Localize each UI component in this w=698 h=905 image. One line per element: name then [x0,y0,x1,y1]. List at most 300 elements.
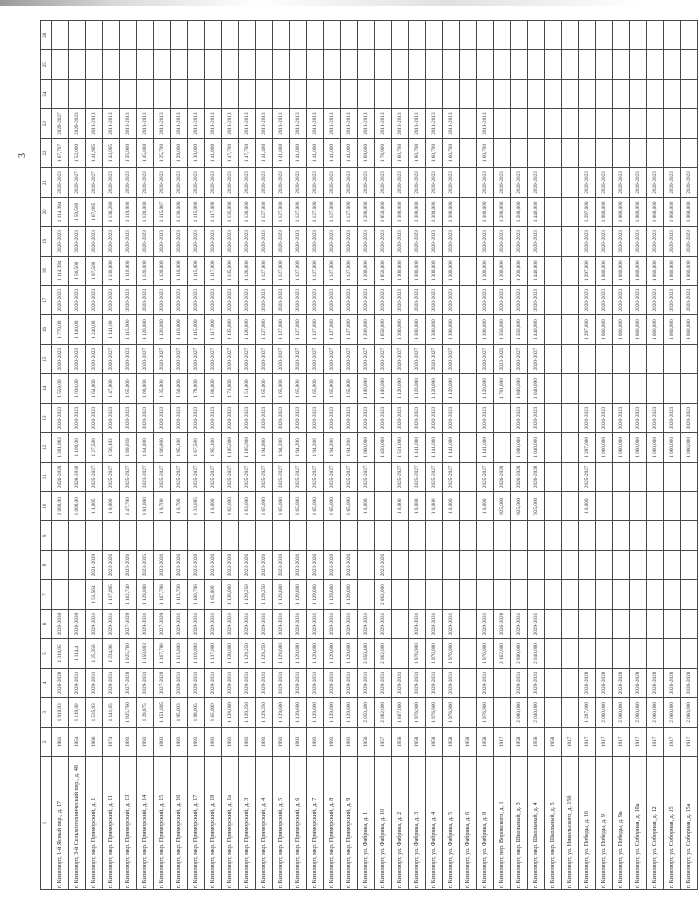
table-cell [103,521,120,550]
table-cell [664,344,681,373]
table-cell [375,50,392,79]
table-cell: 2020-2023 [154,168,171,197]
table-cell: 2020-2027 [392,344,409,373]
table-cell: 1 81,000 [137,492,154,521]
table-cell [630,492,647,521]
table-cell [562,344,579,373]
table-row [256,21,273,890]
table-cell: 1958 [511,727,528,756]
table-row [579,21,596,890]
address-cell: г. Кизилюрт, ул. Фабрика, д. 10 [375,757,392,890]
table-cell [596,138,613,167]
table-cell: 2020-2023 [222,227,239,256]
table-cell [477,21,494,51]
table-row [562,21,579,890]
table-cell: 2020-2023 [239,168,256,197]
table-cell [358,21,375,51]
table-cell: 1 300,000 [443,256,460,285]
table-cell: 1 60,700 [392,138,409,167]
table-cell: 2020-2023 [494,227,511,256]
column-header: 8 [41,550,52,579]
table-cell: 1 120,000 [409,374,426,403]
column-header: 2 [41,727,52,756]
table-cell: 1 060,000 [630,197,647,226]
table-cell: 2020-2023 [120,168,137,197]
table-cell: 2020-2023 [358,403,375,432]
address-cell: г. Кизилюрт, ул. Фабрика, д. 5 [443,757,460,890]
table-cell [545,550,562,579]
table-cell: 2020-2027 [528,344,545,373]
table-cell: 2020-2023 [205,168,222,197]
table-cell [494,698,511,727]
table-cell: 1 350,000 [511,315,528,344]
table-cell: 2020-2023 [273,227,290,256]
table-cell: 1958 [409,727,426,756]
table-cell: 1 47,700 [120,492,137,521]
address-cell: г. Кизилюрт, ул. Фабрика, д. 1 [358,757,375,890]
column-header: 21 [41,168,52,197]
table-cell: 1 060,000 [596,433,613,462]
table-cell: 2020-2023 [341,227,358,256]
table-cell: 1 0,000 [358,492,375,521]
table-cell: 2025-2027 [86,462,103,491]
table-cell: 1993 [290,727,307,756]
table-cell: 2020-2023 [154,286,171,315]
table-cell: 2020-2027 [307,344,324,373]
table-cell: 2020-2023 [477,168,494,197]
table-cell: 2025-2027 [171,462,188,491]
table-cell: 1 65,000 [205,580,222,609]
address-cell: г. Кизилюрт, ул. Соборная, д. 12 [647,757,664,890]
table-cell: 2011-2013 [426,109,443,138]
table-cell [596,344,613,373]
table-cell: 1 129,250 [239,580,256,609]
table-cell: 1 300,000 [392,256,409,285]
table-cell [460,197,477,226]
table-cell [528,109,545,138]
table-cell [681,109,698,138]
table-cell [120,79,137,108]
table-cell [579,21,596,51]
table-cell: 2020-2023 [392,403,409,432]
table-cell [511,79,528,108]
table-cell [562,639,579,668]
table-cell [69,550,86,579]
table-cell: 1 110,000 [171,256,188,285]
table-cell [137,79,154,108]
table-cell: 1 115,000 [188,256,205,285]
table-cell: 1 297,000 [579,315,596,344]
table-cell: 2020-2023 [409,227,426,256]
table-cell [545,462,562,491]
table-cell [562,138,579,167]
table-cell: 1 127,000 [307,197,324,226]
table-cell: 2020-2023 [103,227,120,256]
table-cell: 2020-2027 [273,344,290,373]
table-cell: 2026-2028 [579,668,596,697]
table-cell: 2020-2023 [375,227,392,256]
table-cell: 1958 [477,727,494,756]
table-cell: 2020-2023 [613,227,630,256]
address-cell: г. Кизилюрт, мкр. Приморский, д. 7 [307,757,324,890]
table-cell: 2020-2023 [137,168,154,197]
table-cell: 2029-2031 [222,609,239,638]
table-cell [664,550,681,579]
table-cell: 1 127,000 [290,256,307,285]
table-cell: 1 976,900 [443,639,460,668]
table-cell [630,344,647,373]
table-cell: 1 770,00 [52,315,69,344]
table-cell [52,21,69,51]
table-cell [256,21,273,51]
table-cell [630,580,647,609]
column-header: 1 [41,757,52,890]
table-cell [103,50,120,79]
table-cell: 2026-2028 [494,609,511,638]
table-cell: 2020-2023 [579,286,596,315]
table-cell: 2020-2023 [103,168,120,197]
table-row [460,21,477,890]
table-cell: 2020-2023 [630,286,647,315]
table-cell: 2020-2023 [511,403,528,432]
table-row [426,21,443,890]
table-cell: 2025-2027 [409,462,426,491]
table-cell: 2020-2023 [647,403,664,432]
table-cell: 1917 [647,727,664,756]
table-cell: 2029-2031 [171,668,188,697]
table-cell: 2 050,400 [358,698,375,727]
table-cell: 1 120,000 [137,315,154,344]
table-cell: 1917 [664,727,681,756]
table-cell: 2020-2023 [358,168,375,197]
table-cell [409,550,426,579]
table-cell [324,21,341,51]
table-cell: 1993 [307,727,324,756]
table-cell: 1 129,600 [273,639,290,668]
table-cell [239,50,256,79]
table-cell: 2020-2027 [103,344,120,373]
table-cell: 2020-2023 [273,286,290,315]
table-cell: 2020-2027 [222,344,239,373]
column-header: 11 [41,462,52,491]
table-cell [647,492,664,521]
table-cell: 2026-2028 [630,668,647,697]
table-cell: 1 65,000 [256,492,273,521]
table-row [273,21,290,890]
table-cell: 2020-2023 [205,227,222,256]
table-cell: 1 47,700 [239,138,256,167]
table-cell: 1 100,000 [375,374,392,403]
table-cell [341,50,358,79]
address-cell: г. Кизилюрт, пер. Воровского, д. 1 [494,757,511,890]
table-row [222,21,239,890]
table-cell: 2020-2023 [630,227,647,256]
table-cell: 2020-2023 [120,286,137,315]
table-cell: 2020-2027 [511,344,528,373]
table-cell: 1961 [52,727,69,756]
table-cell [613,21,630,51]
table-cell: 2020-2023 [409,286,426,315]
table-cell: 1 000,000 [511,374,528,403]
table-cell: 2020-2023 [613,168,630,197]
table-cell [528,521,545,550]
table-cell: 2020-2023 [222,286,239,315]
table-cell: 1 127,000 [341,197,358,226]
table-cell: 1993 [171,727,188,756]
table-cell: 1 060,000 [596,256,613,285]
table-cell [460,462,477,491]
table-cell: 2025-2027 [579,462,596,491]
table-cell: 1 141,000 [443,433,460,462]
table-cell: 1 300,000 [426,256,443,285]
table-cell: 2027-2029 [154,609,171,638]
table-cell [222,521,239,550]
table-cell [392,580,409,609]
table-cell: 1 127,000 [307,256,324,285]
table-cell: 1 99,005 [188,698,205,727]
table-cell [460,168,477,197]
table-cell: 1 69,059 [120,433,137,462]
table-cell [613,580,630,609]
address-cell: г. Кизилюрт, ул. Фабрика, д. 3 [409,757,426,890]
table-cell [562,668,579,697]
table-cell: 2011-2013 [205,109,222,138]
table-cell [375,521,392,550]
table-cell [647,462,664,491]
table-cell [460,109,477,138]
table-cell [528,50,545,79]
table-cell: 1 535,93 [86,698,103,727]
table-cell: 2029-2031 [256,668,273,697]
table-cell: 1 300,000 [477,256,494,285]
column-header: 25 [41,50,52,79]
table-cell: 2020-2023 [528,168,545,197]
table-cell: 1 65,000 [120,374,137,403]
table-cell: 1 63,000 [239,492,256,521]
table-cell [86,521,103,550]
table-cell: 1 060,000 [681,197,698,226]
table-cell: 1 65,000 [324,492,341,521]
table-cell [647,374,664,403]
table-cell: 1 129,600 [307,698,324,727]
table-cell: 1 135,000 [222,256,239,285]
table-cell: 2020-2027 [256,344,273,373]
table-cell: 2029-2031 [137,609,154,638]
table-cell: 1 141,000 [477,433,494,462]
table-cell: 1 060,000 [647,433,664,462]
table-cell: 1 0,000 [579,492,596,521]
table-cell: 2020-2023 [443,168,460,197]
table-cell: 1 97,500 [86,256,103,285]
address-cell: г. Кизилюрт, мкр. Приморский, д. 13 [120,757,137,890]
table-cell: 2020-2023 [613,286,630,315]
table-cell [579,109,596,138]
table-cell [647,580,664,609]
table-cell: 1 128,000 [222,698,239,727]
table-cell: 1 150,803 [137,639,154,668]
table-row [52,21,69,890]
table-cell [426,580,443,609]
table-cell [596,50,613,79]
table-cell [86,21,103,51]
table-cell: 1 0,700 [171,492,188,521]
address-cell: г. Кизилюрт, мкр. Школьный, д. 5 [545,757,562,890]
table-cell [613,639,630,668]
table-cell: 2029-2031 [375,609,392,638]
table-cell: 2020-2023 [256,403,273,432]
table-cell: 1 129,600 [341,580,358,609]
table-cell [681,639,698,668]
table-cell [562,168,579,197]
table-cell: 1 56,000 [171,374,188,403]
table-cell: 1 060,000 [358,433,375,462]
table-cell: 1 41,000 [341,138,358,167]
table-cell: 2020-2023 [154,227,171,256]
table-cell [630,109,647,138]
table-cell: 2025-2027 [222,462,239,491]
table-cell [647,50,664,79]
table-row [392,21,409,890]
table-row [613,21,630,890]
table-cell: 2020-2023 [596,168,613,197]
table-cell: 1 117,000 [205,256,222,285]
table-cell: 1993 [239,727,256,756]
table-cell: 2020-2023 [86,286,103,315]
table-cell: 1993 [324,727,341,756]
table-cell: 1 69,600 [358,138,375,167]
table-cell: 2020-2027 [137,344,154,373]
address-cell: г. Кизилюрт, ул. Никольского, д. 15б [562,757,579,890]
table-cell: 2020-2023 [137,227,154,256]
table-cell [545,639,562,668]
table-cell [494,550,511,579]
table-cell [290,21,307,51]
table-cell: 1 129,600 [307,639,324,668]
table-cell: 2020-2027 [52,109,69,138]
table-cell: 1 65,000 [273,374,290,403]
table-row [664,21,681,890]
table-cell: 2 040,000 [528,698,545,727]
table-cell: 1 511,000 [392,433,409,462]
table-cell: 2011-2013 [137,109,154,138]
table-cell: 1 127,000 [290,197,307,226]
table-cell: 2020-2023 [647,168,664,197]
table-cell [647,521,664,550]
table-cell: 2011-2013 [409,109,426,138]
table-cell: 2020-2023 [426,168,443,197]
table-cell: 2025-2027 [103,462,120,491]
table-cell: 2011-2013 [392,109,409,138]
address-cell: г. Кизилюрт, мкр. Приморский, д. 6 [290,757,307,890]
table-cell [545,698,562,727]
table-cell: 1993 [341,727,358,756]
table-cell: 2029-2031 [324,609,341,638]
address-cell: г. Кизилюрт, мкр. Приморский, д. 3 [239,757,256,890]
table-cell: 2 060,000 [596,698,613,727]
table-cell: 2011-2013 [273,109,290,138]
table-cell: 1 94,200 [307,433,324,462]
table-cell [528,550,545,579]
table-cell: 1917 [579,727,596,756]
table-cell: 2020-2023 [528,227,545,256]
table-cell: 1 129,600 [341,639,358,668]
table-cell: 2029-2031 [511,668,528,697]
table-cell [443,550,460,579]
table-cell: 1 129,600 [341,698,358,727]
table-cell: 2011-2013 [120,109,137,138]
header-row [41,21,52,890]
table-cell [392,639,409,668]
table-cell: 2020-2023 [579,168,596,197]
table-cell: 2020-2023 [375,286,392,315]
table-cell: 1 27,500 [86,433,103,462]
table-cell: 1 128,000 [222,580,239,609]
table-cell [562,433,579,462]
table-cell: 2028-2030 [52,609,69,638]
table-body [52,21,698,890]
table-cell: 1958 [392,727,409,756]
table-cell: 1 60,700 [443,138,460,167]
table-cell [613,374,630,403]
table-cell: 2029-2031 [137,668,154,697]
table-cell: 2020-2027 [188,344,205,373]
table-cell: 1 86,000 [154,433,171,462]
table-cell: 1 129,250 [239,639,256,668]
table-cell [630,521,647,550]
table-cell [443,580,460,609]
table-cell [409,580,426,609]
table-cell: 1 0,000 [103,492,120,521]
table-cell: 2027-2029 [154,668,171,697]
table-cell: 1 129,250 [256,580,273,609]
table-cell: 1993 [256,727,273,756]
table-cell: 1 130,000 [171,197,188,226]
table-cell: 2011-2013 [154,109,171,138]
table-cell: 1 127,000 [324,315,341,344]
table-cell: 2011-2013 [86,109,103,138]
table-cell [52,521,69,550]
table-cell: 1 128,000 [222,639,239,668]
table-cell: 2020-2023 [222,168,239,197]
table-cell: 1 29,875 [137,698,154,727]
table-cell: 2011-2013 [375,109,392,138]
address-cell: г. Кизилюрт, ул. Соборная, д. 15а [681,757,698,890]
table-cell: 2025-2027 [341,462,358,491]
table-cell: 1 114,4 [69,639,86,668]
table-cell: 2 060,000 [630,698,647,727]
table-cell: 1 160,706 [188,580,205,609]
address-cell: г. Кизилюрт, мкр. Школьный, д. 4 [528,757,545,890]
table-row [188,21,205,890]
table-cell: 2020-2023 [596,227,613,256]
table-cell: 2020-2023 [647,286,664,315]
table-cell [596,492,613,521]
table-cell [681,79,698,108]
table-cell: 1 976,900 [426,698,443,727]
table-cell: 2020-2023 [290,227,307,256]
table-cell: 2020-2023 [426,227,443,256]
table-cell: 2029-2031 [409,668,426,697]
table-cell: 1 94,200 [341,433,358,462]
table-cell [681,550,698,579]
table-cell [273,79,290,108]
table-cell [596,374,613,403]
table-cell [647,79,664,108]
table-cell: 2020-2023 [579,227,596,256]
table-cell: 2020-2023 [171,286,188,315]
table-cell [273,521,290,550]
table-cell: 2011-2013 [188,109,205,138]
